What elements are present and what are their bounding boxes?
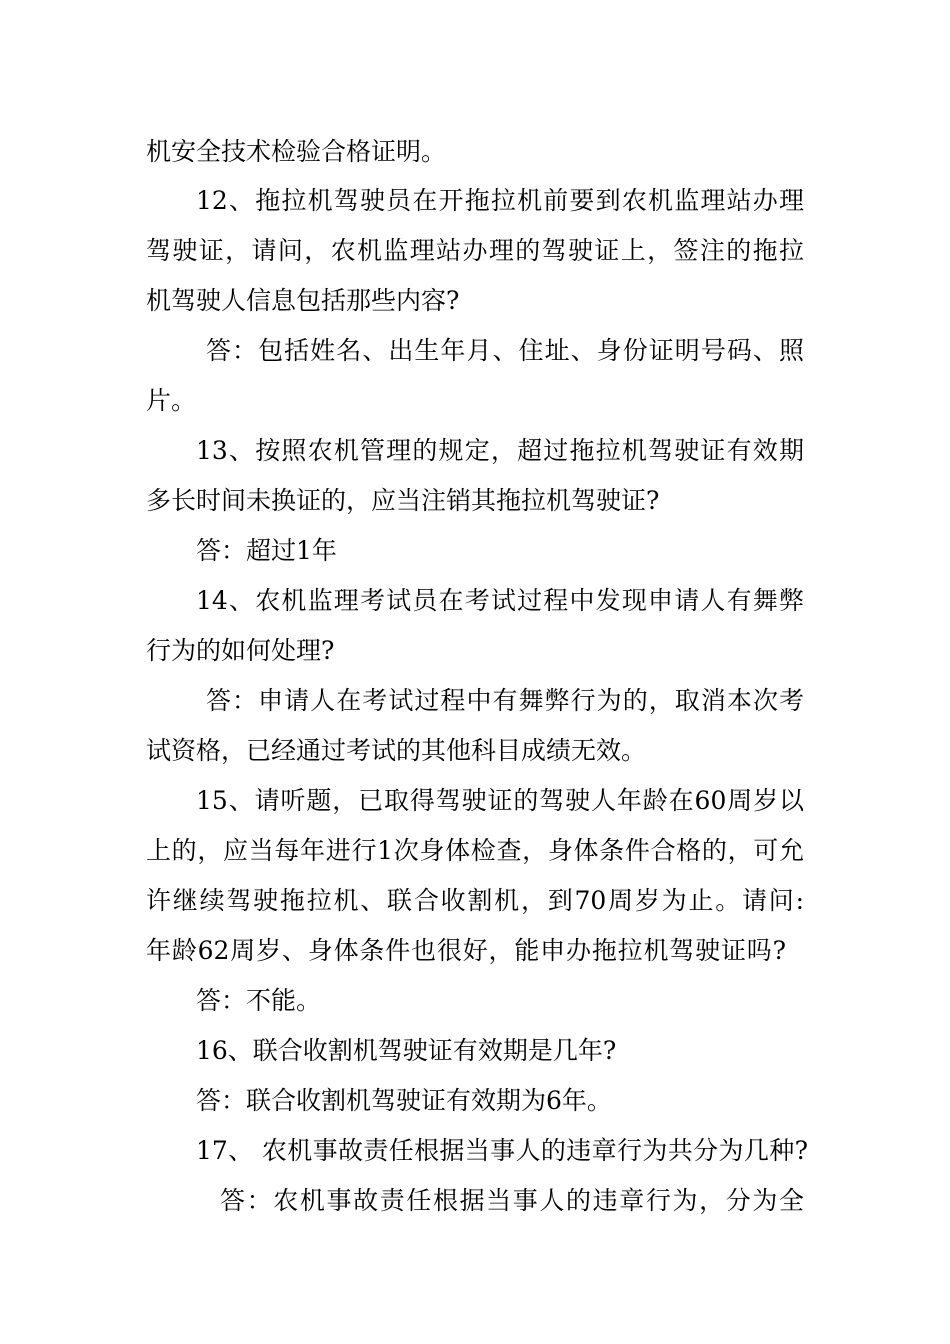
text-line-15: 上的，应当每年进行1次身体检查，身体条件合格的，可允 xyxy=(146,836,804,865)
text-line-19: 16、联合收割机驾驶证有效期是几年? xyxy=(196,1036,617,1065)
text-line-17: 年龄62周岁、身体条件也很好，能申办拖拉机驾驶证吗? xyxy=(146,936,786,965)
text-line-12: 答：申请人在考试过程中有舞弊行为的，取消本次考 xyxy=(206,686,804,715)
text-line-20: 答：联合收割机驾驶证有效期为6年。 xyxy=(196,1086,612,1115)
text-line-11: 行为的如何处理? xyxy=(146,636,335,665)
text-line-3: 驾驶证，请问，农机监理站办理的驾驶证上，签注的拖拉 xyxy=(146,236,804,265)
text-line-6: 片。 xyxy=(146,386,197,415)
text-line-9: 答：超过1年 xyxy=(196,536,337,565)
text-line-7: 13、按照农机管理的规定，超过拖拉机驾驶证有效期 xyxy=(196,436,804,465)
text-line-22: 答：农机事故责任根据当事人的违章行为，分为全 xyxy=(220,1186,804,1215)
text-line-8: 多长时间未换证的，应当注销其拖拉机驾驶证? xyxy=(146,486,660,515)
text-line-21: 17、 农机事故责任根据当事人的违章行为共分为几种? xyxy=(196,1136,808,1165)
text-line-2: 12、拖拉机驾驶员在开拖拉机前要到农机监理站办理 xyxy=(196,186,804,215)
text-line-4: 机驾驶人信息包括那些内容? xyxy=(146,286,460,315)
text-line-13: 试资格，已经通过考试的其他科目成绩无效。 xyxy=(146,736,647,765)
text-line-18: 答：不能。 xyxy=(196,986,322,1015)
text-line-16: 许继续驾驶拖拉机、联合收割机，到70周岁为止。请问: xyxy=(146,886,804,915)
text-line-10: 14、农机监理考试员在考试过程中发现申请人有舞弊 xyxy=(196,586,804,615)
text-line-1: 机安全技术检验合格证明。 xyxy=(146,137,447,166)
text-line-5: 答：包括姓名、出生年月、住址、身份证明号码、照 xyxy=(206,336,804,365)
text-line-14: 15、请听题，已取得驾驶证的驾驶人年龄在60周岁以 xyxy=(196,786,804,815)
